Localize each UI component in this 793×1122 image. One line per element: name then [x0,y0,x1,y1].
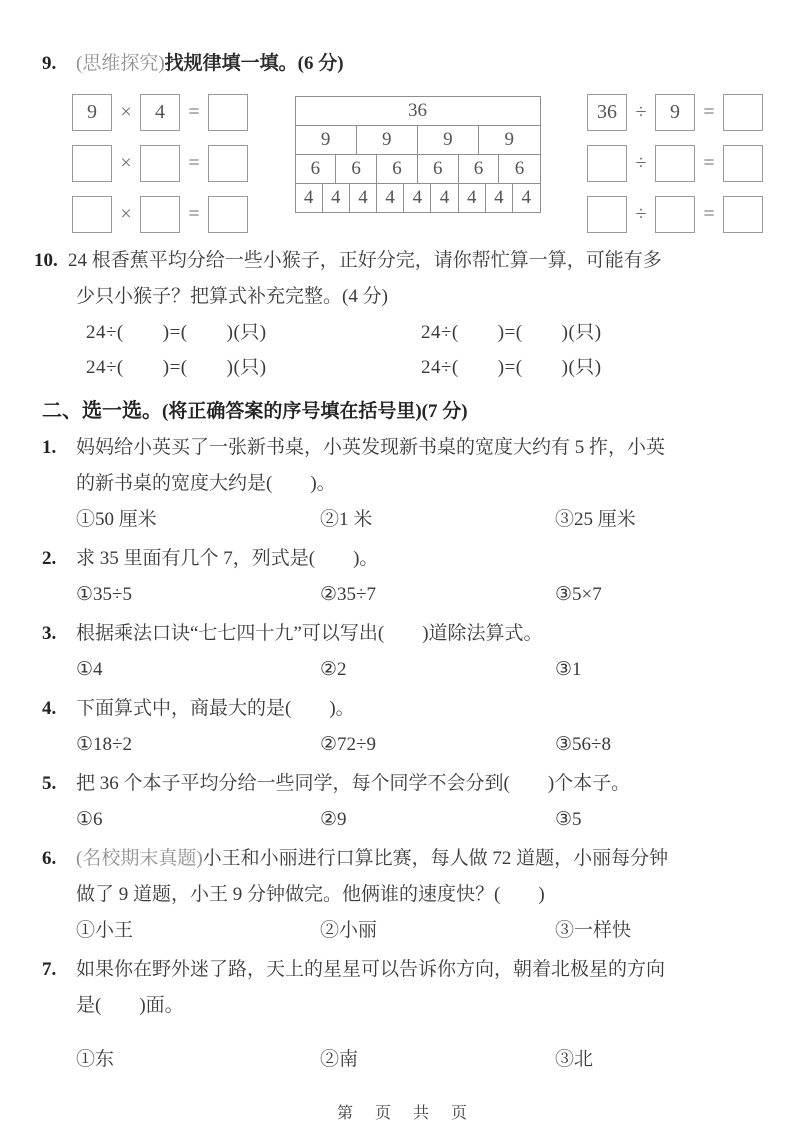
question-text: 根据乘法口诀“七七四十九”可以写出( )道除法算式。 [76,623,543,644]
table-cell: 9 [295,126,356,155]
option-3: ③1 [555,659,582,680]
question-3 [42,616,771,688]
question-line [42,430,771,466]
equals-sign: = [703,203,715,225]
option-1: ①35÷5 [76,584,132,605]
option-1: ①50 厘米 [76,509,157,530]
table-cell: 4 [377,184,404,213]
answer-box[interactable] [655,145,695,182]
table-cell: 4 [349,184,376,213]
table-cell: 4 [295,184,322,213]
question-text: 把 36 个本子平均分给一些同学，每个同学不会分到( )个本子。 [76,773,631,794]
times-sign: × [120,152,132,174]
option-2: ②1 米 [320,509,373,530]
option-1: ①4 [76,659,103,680]
mult-equation-row [72,196,248,233]
mult-equation-row [72,94,248,131]
given-number-box: 4 [140,94,180,131]
question-10 [34,243,771,385]
given-number-box: 9 [655,94,695,131]
division-column [587,94,763,233]
question-number: 9. [42,53,57,74]
option-2: ②9 [320,809,347,830]
fill-in-equation[interactable]: 24÷( )=( )(只) [421,322,602,343]
page-footer: 第 页 共 页 [336,1105,476,1122]
question-text: 求 35 里面有几个 7，列式是( )。 [76,548,379,569]
answer-box[interactable] [655,196,695,233]
question-text: 小王和小丽进行口算比赛，每人做 72 道题，小丽每分钟 [202,848,669,869]
section-2-header [42,393,771,430]
fill-in-equation[interactable]: 24÷( )=( )(只) [86,357,267,378]
table-cell: 9 [417,126,478,155]
equals-sign: = [703,152,715,174]
question-5 [42,766,771,838]
table-cell: 6 [499,155,540,184]
answer-box[interactable] [587,145,627,182]
answer-box[interactable] [72,145,112,182]
option-row [42,913,771,949]
question-number: 10. [34,250,58,271]
option-3: ③北 [555,1049,594,1070]
table-cell: 6 [458,155,499,184]
question-line [42,541,771,577]
option-3: ③一样快 [555,920,632,941]
question-number: 7. [42,959,57,980]
option-2: ②72÷9 [320,734,376,755]
table-cell: 4 [485,184,512,213]
table-cell: 6 [417,155,458,184]
answer-box[interactable] [208,196,248,233]
question-number: 3. [42,623,57,644]
divide-sign: ÷ [635,203,647,225]
option-2: ②南 [320,1049,359,1070]
option-3: ③5×7 [555,584,602,605]
question-line: 的新书桌的宽度大约是( )。 [76,473,336,494]
option-1: ①18÷2 [76,734,132,755]
question-number: 6. [42,848,57,869]
answer-box[interactable] [587,196,627,233]
option-2: ②35÷7 [320,584,376,605]
option-row [42,802,771,838]
option-row [42,1042,771,1078]
table-cell: 4 [431,184,458,213]
divide-sign: ÷ [635,152,647,174]
question-text: 如果你在野外迷了路，天上的星星可以告诉你方向，朝着北极星的方向 [76,959,666,980]
answer-box[interactable] [140,196,180,233]
section-title: 二、选一选。 [42,400,162,422]
question-6 [42,841,771,949]
table-cell: 9 [479,126,540,155]
question-line: 做了 9 道题，小王 9 分钟做完。他俩谁的速度快？( ) [76,884,545,905]
question-line [34,243,771,279]
answer-box[interactable] [723,196,763,233]
option-2: ②小丽 [320,920,378,941]
mult-equation-row [72,145,248,182]
question-1 [42,430,771,538]
question-number: 5. [42,773,57,794]
question-line [42,952,771,988]
option-row [42,502,771,538]
option-2: ②2 [320,659,347,680]
equals-sign: = [703,101,715,123]
table-cell: 36 [295,97,540,126]
equals-sign: = [188,203,200,225]
question-7 [42,952,771,1078]
section-subtitle: (将正确答案的序号填在括号里)(7 分) [162,401,468,422]
question-9-heading [42,46,771,82]
answer-box[interactable] [208,94,248,131]
equals-sign: = [188,101,200,123]
table-cell: 6 [377,155,418,184]
answer-box[interactable] [72,196,112,233]
option-3: ③5 [555,809,582,830]
question-text: 24 根香蕉平均分给一些小猴子，正好分完，请你帮忙算一算，可能有多 [68,250,662,271]
question-text: 下面算式中，商最大的是( )。 [76,698,355,719]
question-line: 是( )面。 [76,995,184,1016]
question-line [42,691,771,727]
table-cell: 4 [458,184,485,213]
question-2 [42,541,771,613]
div-equation-row [587,145,763,182]
option-row [42,727,771,763]
answer-box[interactable] [208,145,248,182]
pattern-puzzle [72,94,763,233]
question-title: 找规律填一填。(6 分) [164,53,344,74]
option-row [42,652,771,688]
question-line: 少只小猴子？把算式补充完整。(4 分) [76,286,388,307]
question-4 [42,691,771,763]
fill-in-equations [42,315,771,385]
equals-sign: = [188,152,200,174]
question-number: 2. [42,548,57,569]
given-number-box: 9 [72,94,112,131]
question-number: 4. [42,698,57,719]
fill-in-equation[interactable]: 24÷( )=( )(只) [86,322,267,343]
option-1: ①6 [76,809,103,830]
times-sign: × [120,203,132,225]
question-text: 妈妈给小英买了一张新书桌，小英发现新书桌的宽度大约有 5 拃，小英 [76,437,666,458]
table-cell: 4 [513,184,541,213]
question-tag: (思维探究) [76,53,165,74]
table-cell: 4 [404,184,431,213]
fact-family-table [295,96,541,213]
question-number: 1. [42,437,57,458]
multiplication-column [72,94,248,233]
divide-sign: ÷ [635,101,647,123]
fill-in-equation[interactable]: 24÷( )=( )(只) [421,357,602,378]
question-line [42,616,771,652]
option-1: ①小王 [76,920,134,941]
option-3: ③25 厘米 [555,509,636,530]
answer-box[interactable] [140,145,180,182]
table-cell: 4 [322,184,349,213]
option-1: ①东 [76,1049,115,1070]
table-cell: 9 [356,126,417,155]
answer-box[interactable] [723,94,763,131]
table-cell: 6 [295,155,336,184]
answer-box[interactable] [723,145,763,182]
times-sign: × [120,101,132,123]
div-equation-row [587,196,763,233]
div-equation-row [587,94,763,131]
question-line [42,766,771,802]
option-row [42,577,771,613]
question-tag: (名校期末真题) [76,848,203,869]
option-3: ③56÷8 [555,734,611,755]
given-number-box: 36 [587,94,627,131]
table-cell: 6 [336,155,377,184]
question-line [42,841,771,877]
